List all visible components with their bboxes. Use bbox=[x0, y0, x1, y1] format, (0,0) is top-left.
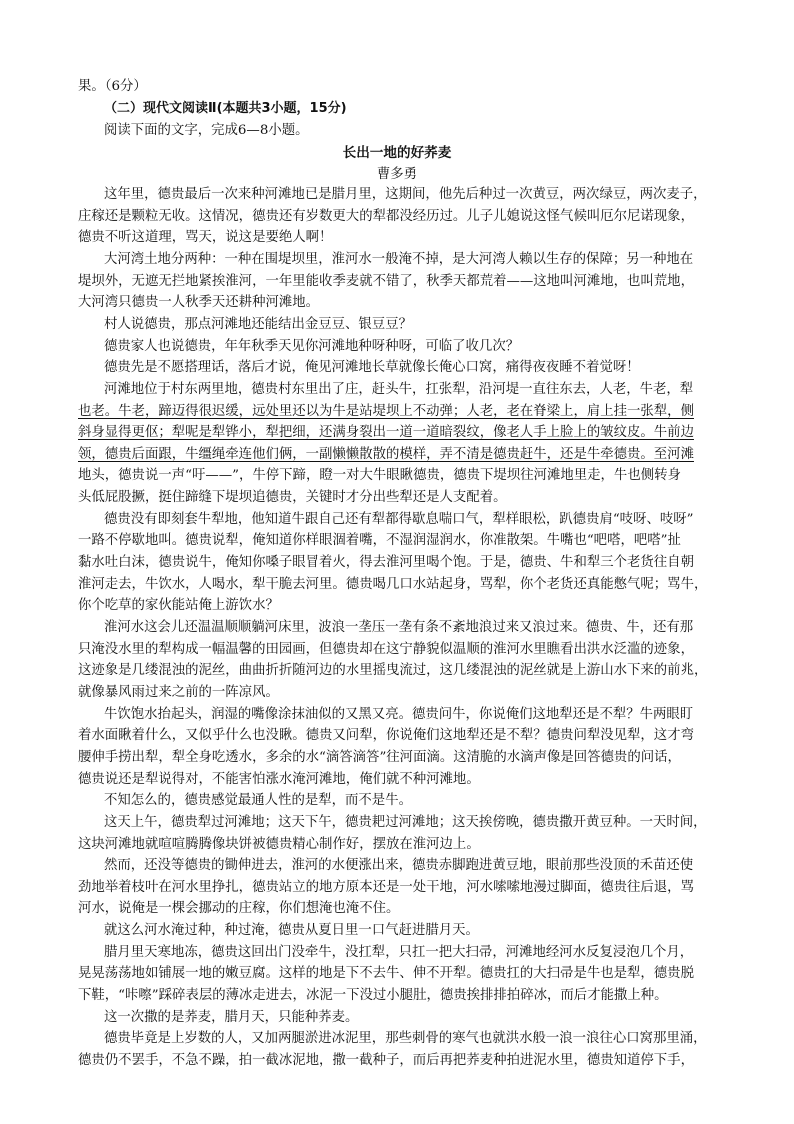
text-line: 腰伸手捞出犁，犁全身吃透水，多余的水“滴答滴答”往河面滴。这清脆的水滴声像是回答德贵的问话， bbox=[78, 749, 681, 765]
text-line: 这年里，德贵最后一次来种河滩地已是腊月里，这期间，他先后种过一次黄豆，两次绿豆，两次麦子， bbox=[104, 187, 707, 202]
text-line: 庄稼还是颗粒无收。这情况，德贵还有岁数更大的犁都没经历过。儿子儿媳说这怪气候叫厄尔尼诺现象， bbox=[78, 208, 694, 224]
text-line: 劲地举着枝叶在河水里挣扎，德贵站立的地方原本还是一处干地，河水嗦嗦地漫过脚面，德贵往后退，骂 bbox=[78, 879, 694, 895]
text-line: 德贵家人也说德贵，年年秋季天见你河滩地种呀种呀，可临了收几次？ bbox=[104, 338, 520, 354]
text-line: 也老。牛老，蹄迈得很迟缓，远处里还以为牛是站堤坝上不动弹；人老，老在脊梁上，肩上挂一张犁，侧 bbox=[78, 403, 694, 419]
text-line: 这一次撒的是荞麦，腊月天，只能种荞麦。 bbox=[104, 1009, 359, 1025]
text-line: 着水面瞅着什么，又似乎什么也没瞅。德贵又问犁，你说俺们这地犁还是不犁？德贵问犁没见犁，这才弯 bbox=[78, 728, 694, 744]
text-line: 淮河水这会儿还温温顺顺躺河床里，波浪一垄压一垄有条不紊地浪过来又浪过来。德贵、牛，还有那 bbox=[104, 620, 694, 635]
text-line: 然而，还没等德贵的锄伸进去，淮河的水便涨出来，德贵赤脚跑进黄豆地，眼前那些没顶的禾苗还使 bbox=[104, 858, 694, 874]
score-tail: 果。（6分） bbox=[78, 79, 147, 94]
text-line: 地头，德贵说一声“吁——”，牛停下蹄，瞪一对大牛眼瞅德贵，德贵下堤坝往河滩地里走，牛也侧转身 bbox=[78, 468, 681, 484]
article-title: 长出一地的好荞麦 bbox=[342, 145, 452, 161]
text-line: 你个吃草的家伙能站俺上游饮水？ bbox=[78, 598, 279, 614]
text-line: 不知怎么的，德贵感觉最通人性的是犁，而不是牛。 bbox=[104, 793, 412, 809]
text-line: 领，德贵后面跟，牛缰绳牵连他们俩，一副懒懒散散的模样，弄不清是德贵赶牛，还是牛牵德贵。至河滩 bbox=[78, 446, 694, 462]
text-line: 腊月里天寒地冻，德贵这回出门没牵牛，没扛犁，只扛一把大扫帚，河滩地经河水反复浸泡几个月， bbox=[104, 944, 694, 960]
section-header: （二）现代文阅读Ⅱ(本题共3小题，15分) bbox=[104, 101, 347, 116]
text-line: 村人说德贵，那点河滩地还能结出金豆豆、银豆豆？ bbox=[104, 316, 412, 332]
text-line: 头低屁股撅，挺住蹄缝下堤坝追德贵，关键时才分出些犁还是人支配着。 bbox=[78, 490, 507, 506]
text-line: 一路不停歇地叫。德贵说犁，俺知道你样眼涸着嘴，不湿润湿润水，你准散架。牛嘴也“吧嗒，吧嗒”扯 bbox=[78, 533, 681, 549]
text-line: 德贵不听这道理，骂天，说这是要绝人啊！ bbox=[78, 230, 333, 246]
text-line: 牛饮饱水抬起头，润湿的嘴像涂抹油似的又黑又亮。德贵问牛，你说俺们这地犁还是不犁？牛两眼盯 bbox=[104, 706, 694, 722]
text-line: 德贵没有即刻套牛犁地，他知道牛跟自己还有犁都得歇息喘口气，犁样眼松，趴德贵肩“吱呀、吱呀” bbox=[104, 511, 694, 527]
text-line: 只淹没水里的犁构成一幅温馨的田园画，但德贵却在这宁静貌似温顺的淮河水里瞧看出洪水泛滥的迹象， bbox=[78, 641, 694, 657]
text-line: 河滩地位于村东两里地，德贵村东里出了庄，赶头牛，扛张犁，沿河堤一直往东去，人老，牛老，犁 bbox=[104, 381, 694, 397]
text-line: 淮河走去，牛饮水，人喝水，犁干脆去河里。德贵喝几口水站起身，骂犁，你个老货还真能憋气呢；骂牛， bbox=[78, 576, 708, 592]
text-line: 大河湾土地分两种：一种在围堤坝里，淮河水一般淹不掉，是大河湾人赖以生存的保障；另一种地在 bbox=[104, 251, 694, 267]
text-line: 德贵毕竟是上岁数的人，又加两腿淤进冰泥里，那些刺骨的寒气也就洪水般一浪一浪往心口窝那里涌， bbox=[104, 1031, 707, 1047]
text-line: 德贵说还是犁说得对，不能害怕涨水淹河滩地，俺们就不种河滩地。 bbox=[78, 771, 480, 787]
text-line: 河水，说俺是一棵会挪动的庄稼，你们想淹也淹不住。 bbox=[78, 901, 400, 917]
text-line: 下鞋，“咔嚓”踩碎表层的薄冰走进去，冰泥一下没过小腿肚，德贵挨排排拍碎冰，而后才能撒上种。 bbox=[78, 988, 668, 1003]
text-line: 这天上午，德贵犁过河滩地；这天下午，德贵耙过河滩地；这天挨傍晚，德贵撒开黄豆种。一天时间， bbox=[104, 814, 707, 830]
instruction-text: 阅读下面的文字，完成6—8小题。 bbox=[104, 123, 309, 138]
text-line: 晃晃荡荡地如铺展一地的嫩豆腐。这样的地是下不去牛、伸不开犁。德贵扛的大扫帚是牛也是犁，德贵脱 bbox=[78, 966, 694, 982]
text-line: 就这么河水淹过种，种过淹，德贵从夏日里一口气赶进腊月天。 bbox=[104, 923, 479, 939]
text-line: 这迹象是几缕混浊的泥丝，曲曲折折随河边的水里摇曳流过，这几缕混浊的泥丝就是上游山水下来的前兆， bbox=[78, 663, 708, 679]
text-line: 堤坝外，无遮无拦地紧挨淮河，一年里能收季麦就不错了，秋季天都荒着——这地叫河滩地，也叫荒地， bbox=[78, 273, 694, 289]
article-author: 曹多勇 bbox=[376, 167, 418, 182]
text-line: 就像暴风雨过来之前的一阵凉风。 bbox=[78, 685, 279, 700]
text-line: 黏水吐白沫，德贵说牛，俺知你嗓子眼冒着火，得去淮河里喝个饱。于是，德贵、牛和犁三个老货往自朝 bbox=[78, 555, 694, 570]
text-line: 这块河滩地就喧喧腾腾像块饼被德贵精心制作好，摆放在淮河边上。 bbox=[78, 836, 480, 852]
text-line: 斜身显得更伛；犁呢是犁铧小，犁把细，还满身裂出一道一道暗裂纹，像老人手上脸上的皱纹皮。牛前边 bbox=[78, 425, 694, 441]
text-line: 德贵仍不罢手，不急不躁，拍一截冰泥地，撒一截种子，而后再把荞麦种拍进泥水里，德贵知道停下手， bbox=[78, 1053, 694, 1068]
text-line: 大河湾只德贵一人秋季天还耕种河滩地。 bbox=[78, 295, 320, 311]
text-line: 德贵先是不愿搭理话，落后才说，俺见河滩地长草就像长俺心口窝，痛得夜夜睡不着觉呀！ bbox=[104, 360, 640, 376]
